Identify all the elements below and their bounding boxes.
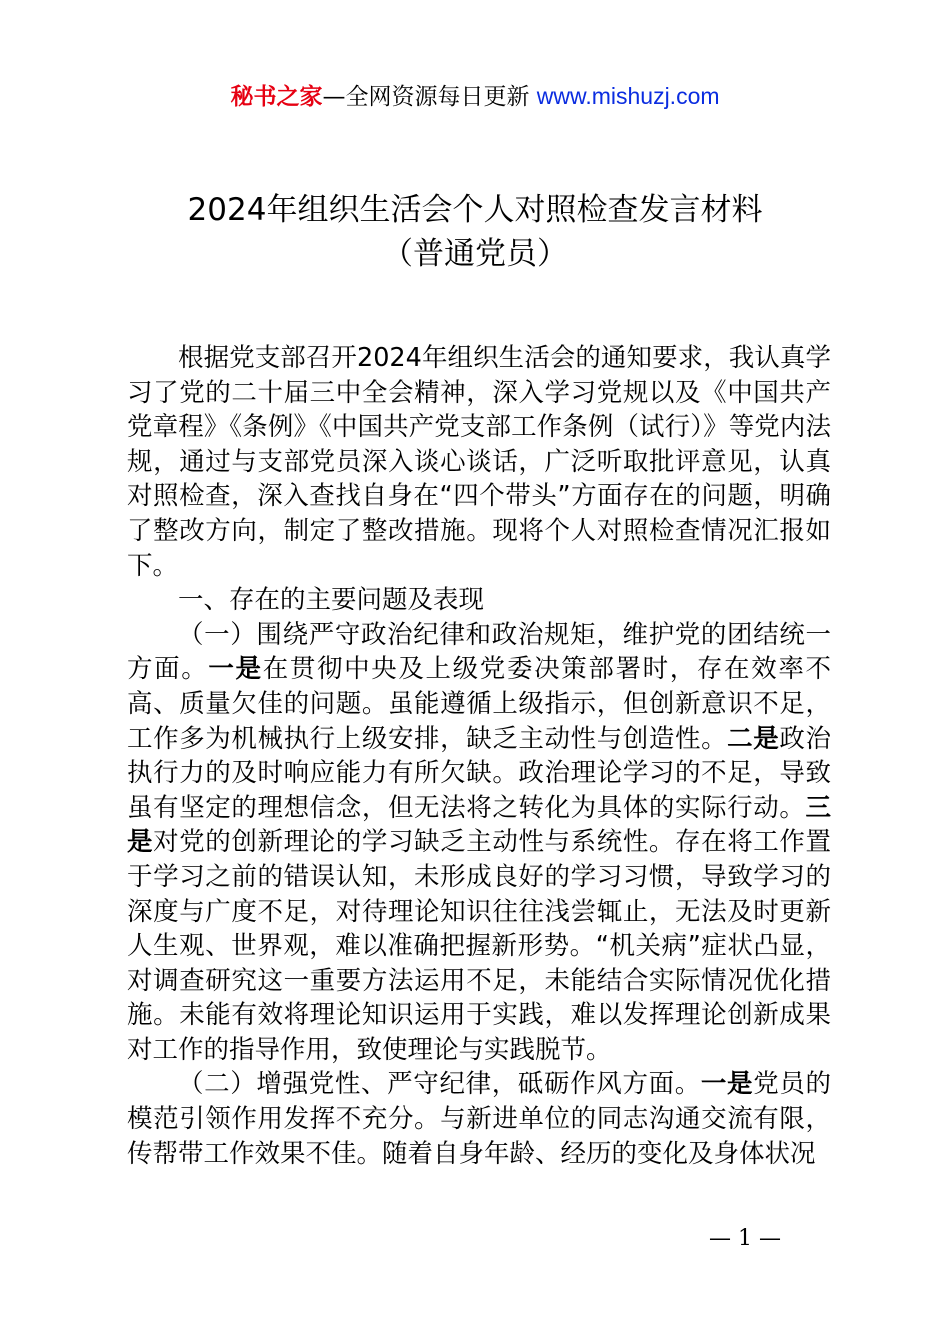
issue-text: 政治执行力的及时响应能力有所欠缺。政治理论学习的不足，导致虽有坚定的理想信念，但无法将之转化为具体的实际行动。: [127, 723, 831, 823]
issue-text: 在贯彻中央及上级党委决策部署时，存在效率不高、质量欠佳的问题。虽能遵循上级指示，但创新意识不足，工作多为机械执行上级安排，缺乏主动性与创造性。: [127, 654, 831, 754]
site-url[interactable]: www.mishuzj.com: [536, 83, 720, 109]
site-banner: [0, 78, 950, 115]
issue-marker: 一是: [208, 654, 263, 685]
site-tagline: —全网资源每日更新: [322, 84, 537, 110]
issue-paragraph-2: [127, 1067, 831, 1171]
document-subtitle: （普通党员）: [382, 236, 568, 272]
issue-marker: 一是: [700, 1069, 754, 1100]
issue-marker: 二是: [727, 723, 780, 754]
issue-text: 党员的模范引领作用发挥不充分。与新进单位的同志沟通交流有限，传帮带工作效果不佳。随着自身年龄、经历的变化及身体状况: [127, 1069, 831, 1169]
document-body: [127, 341, 831, 1171]
site-brand: 秘书之家: [230, 84, 323, 110]
issue-paragraph-1: [127, 618, 831, 1068]
section-heading: 一、存在的主要问题及表现: [178, 585, 485, 616]
issue-marker: 三是: [127, 792, 831, 858]
issue-lead: （二）增强党性、严守纪律，砥砺作风方面。: [178, 1069, 701, 1100]
issue-lead: （一）围绕严守政治纪律和政治规矩，维护党的团结统一方面。: [127, 619, 831, 685]
page-number: — 1 —: [709, 1226, 781, 1251]
document-title: 2024年组织生活会个人对照检查发言材料: [187, 192, 763, 228]
intro-paragraph: 根据党支部召开2024年组织生活会的通知要求，我认真学习了党的二十届三中全会精神，深入学习党规以及《中国共产党章程》《条例》《中国共产党支部工作条例（试行）》等党内法规，通过与支部党员深入谈心谈话，广泛听取批评意见，认真对照检查，深入查找自身在“四个带头”方面存在的问题，明确了整改方向，制定了整改措施。现将个人对照检查情况汇报如下。: [127, 343, 831, 581]
issue-text: 对党的创新理论的学习缺乏主动性与系统性。存在将工作置于学习之前的错误认知，未形成良好的学习习惯，导致学习的深度与广度不足，对待理论知识往往浅尝辄止，无法及时更新人生观、世界观，难以准确把握新形势。“机关病”症状凸显，对调查研究这一重要方法运用不足，未能结合实际情况优化措施。未能有效将理论知识运用于实践，难以发挥理论创新成果对工作的指导作用，致使理论与实践脱节。: [127, 827, 831, 1065]
